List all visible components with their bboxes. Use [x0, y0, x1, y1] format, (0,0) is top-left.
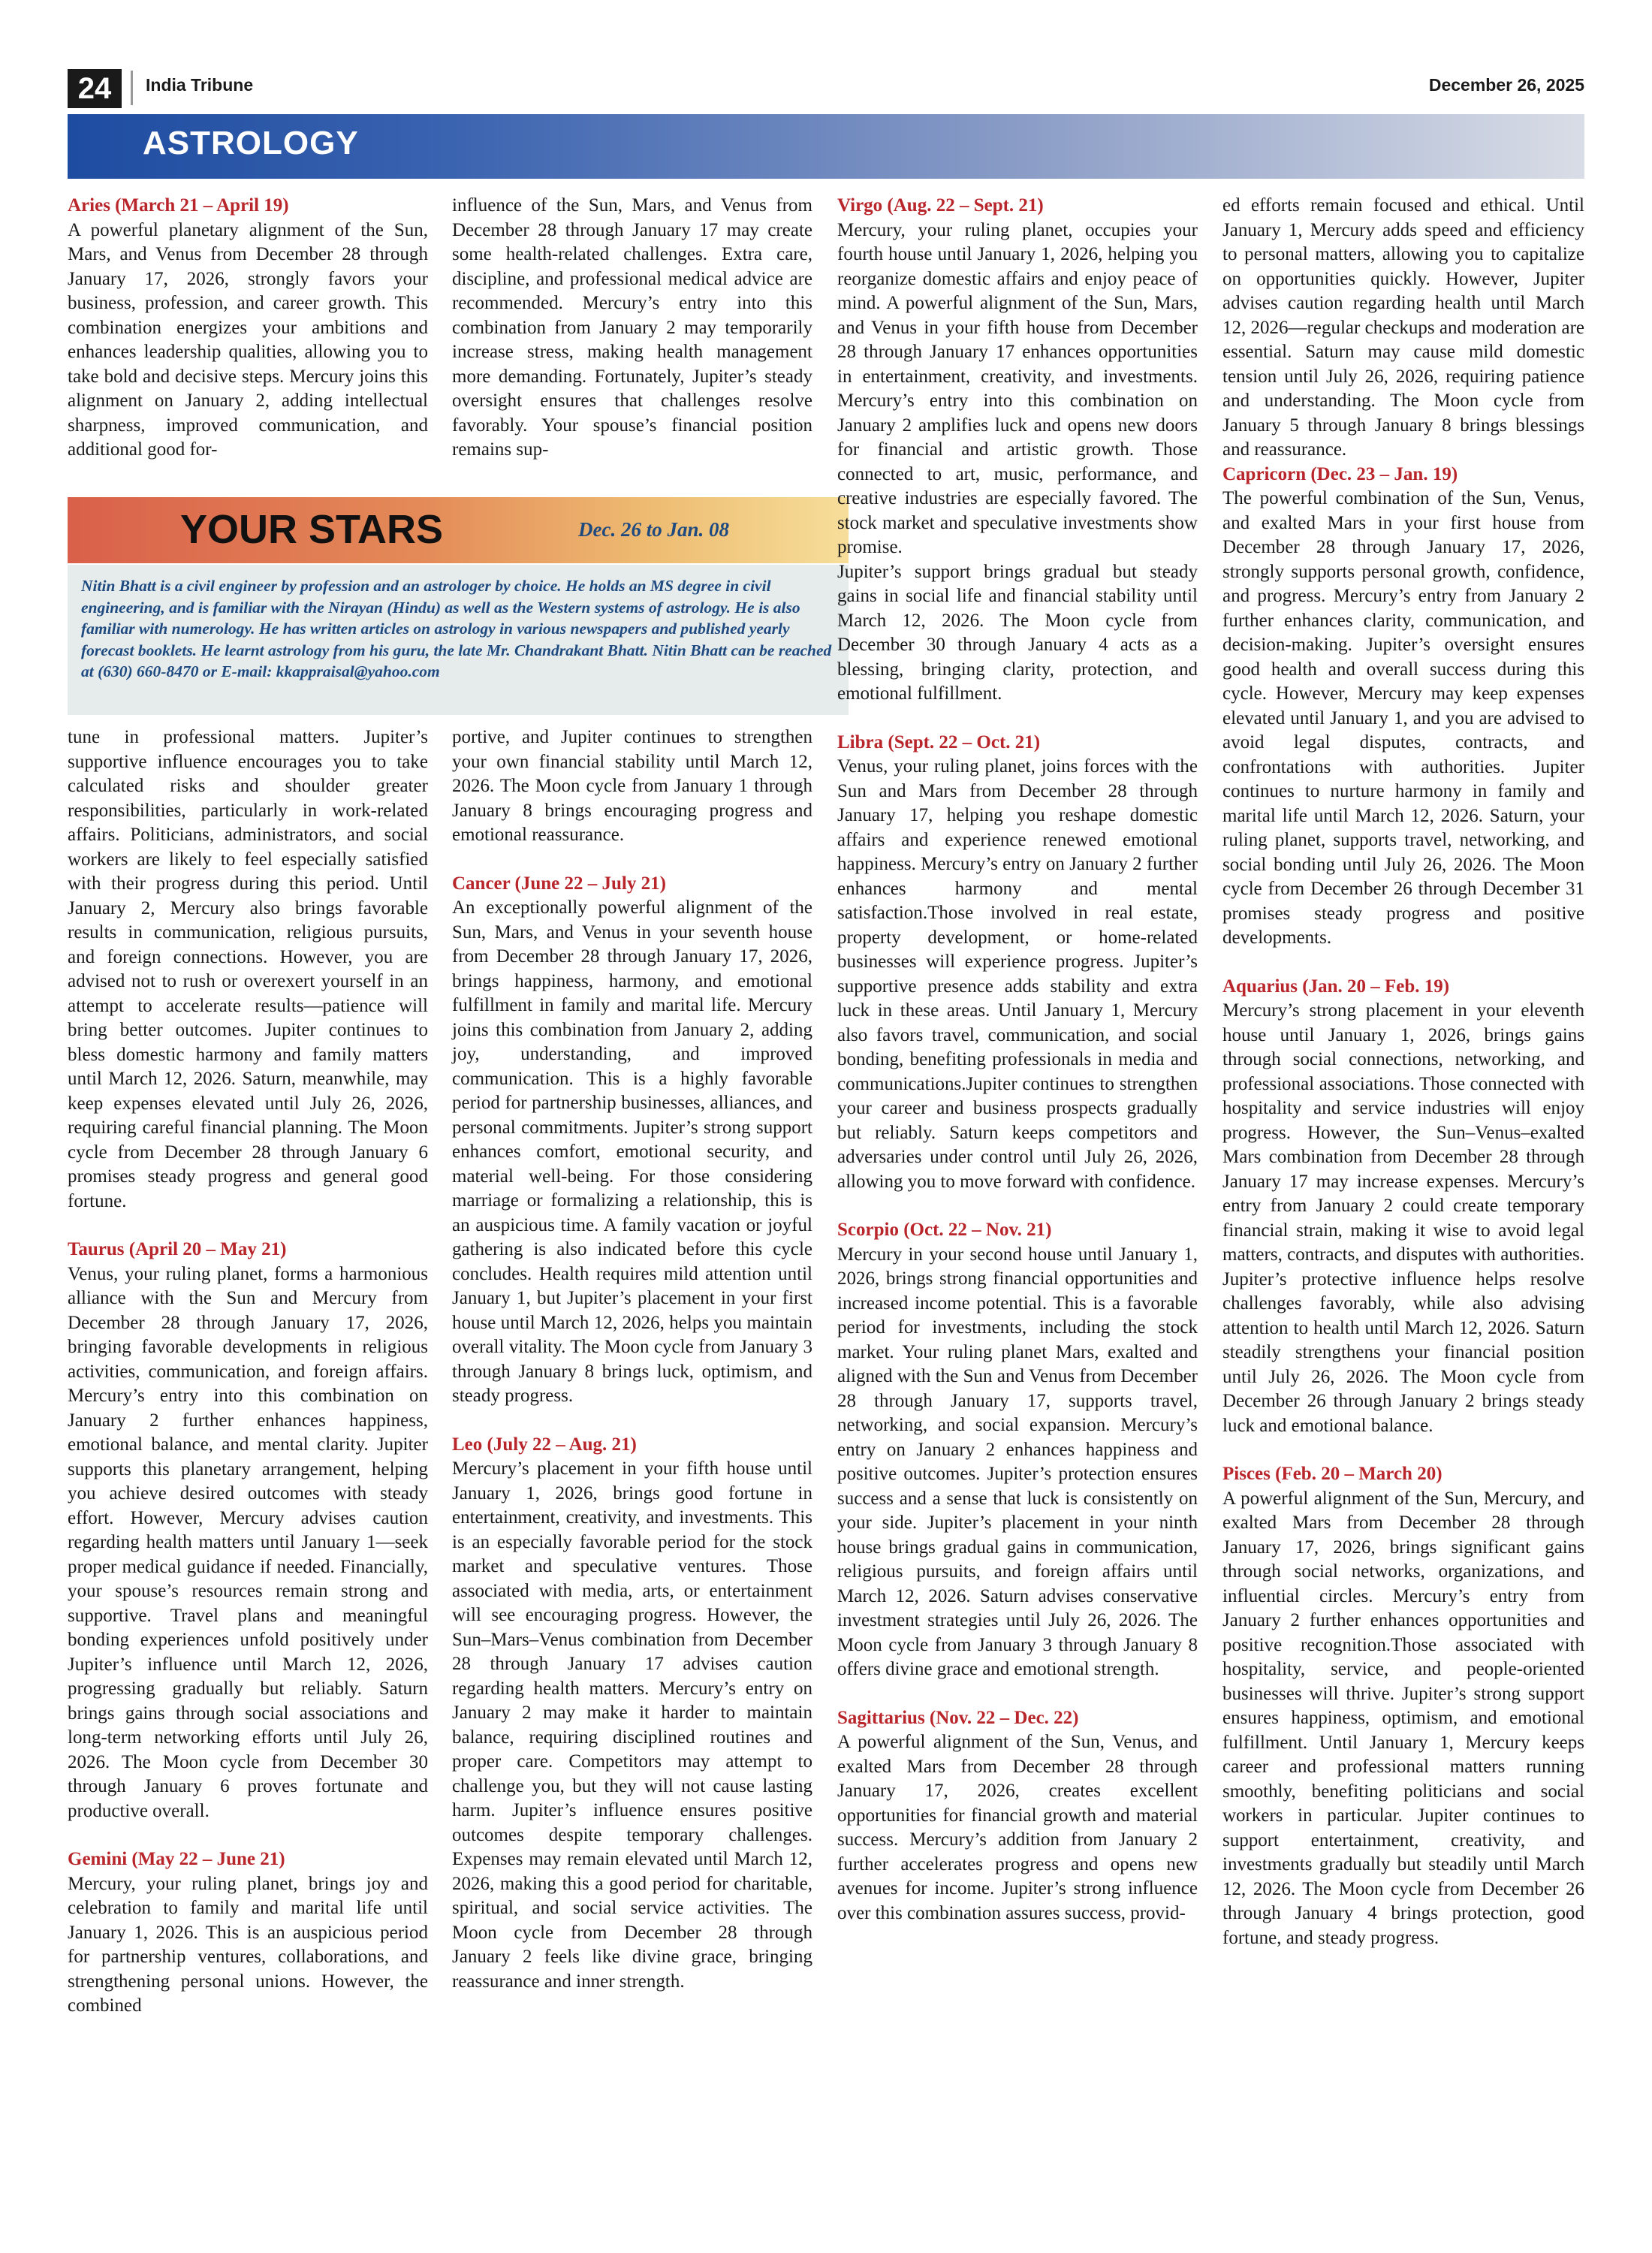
horoscope-text-pisces: A powerful alignment of the Sun, Mercury, and exalted Mars from December 28 through January 17, 2026, brings significant gains through social networks, organizations, and influential circles. Mercury’s entry from January 2 further enhances opportunities and positive recognition.Those associated with hospitality, service, and people-oriented businesses will thrive. Jupiter’s strong support ensures happiness, optimism, and emotional fulfillment. Until January 1, Mercury keeps career and professional matters running smoothly, benefiting politicians and social workers in particular. Jupiter continues to support entertainment, creativity, and investments gradually but steadily until March 12, 2026. The Moon cycle from December 26 through January 4 brings protection, good fortune, and steady progress.: [1222, 1488, 1584, 1948]
page-header: [68, 69, 1584, 108]
column-3: [837, 194, 1198, 1926]
sign-title-pisces: Pisces (Feb. 20 – March 20): [1222, 1464, 1442, 1484]
horoscope-text-taurus: Venus, your ruling planet, forms a harmonious alliance with the Sun and Mercury from December 28 through January 17, 2026, bringing favorable developments in religious activities, communication, and foreign affairs. Mercury’s entry into this combination on January 2 further enhances happiness, emotional balance, and mental clarity. Jupiter supports this planetary arrangement, helping you achieve desired outcomes with steady effort. However, Mercury advises caution regarding health matters until January 1—seek proper medical guidance if needed. Financially, your spouse’s resources remain strong and supportive. Travel plans and meaningful bonding experiences unfold positively under Jupiter’s influence until March 12, 2026, progressing gradually but reliably. Saturn brings gains through social associations and long-term networking efforts until July 26, 2026. The Moon cycle from December 30 through January 6 proves fortunate and productive overall.: [68, 1263, 428, 1821]
author-bio-box: [68, 565, 849, 715]
sign-title-capricorn: Capricorn (Dec. 23 – Jan. 19): [1222, 463, 1458, 484]
sign-title-taurus: Taurus (April 20 – May 21): [68, 1239, 287, 1259]
sign-title-cancer: Cancer (June 22 – July 21): [452, 873, 666, 894]
horoscope-text-aries-continued: tune in professional matters. Jupiter’s supportive influence encourages you to take calculated risks and shoulder greater responsibilities, particularly in work-related affairs. Politicians, administrators, and social workers are likely to feel especially satisfied with their progress during this period. Until January 2, Mercury also brings favorable results in communication, religious pursuits, and foreign connections. However, you are advised not to rush or overexert yourself in an attempt to accelerate results—patience will bring better outcomes. Jupiter continues to bless domestic harmony and family matters until March 12, 2026. Saturn, meanwhile, may keep expenses elevated until July 26, 2026, requiring careful financial planning. The Moon cycle from December 28 through January 6 promises steady progress and general good fortune.: [68, 727, 428, 1211]
horoscope-text-gemini-end: portive, and Jupiter continues to strengthen your own financial stability until March 12, 2026. The Moon cycle from January 1 through January 8 brings encouraging progress and emotional reassurance.: [452, 727, 812, 845]
horoscope-text-capricorn: The powerful combination of the Sun, Venus, and exalted Mars in your first house from December 28 through January 17, 2026, strongly supports personal growth, confidence, and progress. Mercury’s entry from January 2 further enhances clarity, communication, and decision-making. Jupiter’s oversight ensures good health and overall success during this cycle. However, Mercury may keep expenses elevated until January 1, and you are advised to avoid legal disputes, contracts, and confrontations with authorities. Jupiter continues to nurture harmony in family and marital life until March 12, 2026. Saturn, your ruling planet, supports travel, networking, and social bonding until July 26, 2026. The Moon cycle from December 26 through December 31 promises steady progress and positive developments.: [1222, 488, 1584, 948]
horoscope-text-aries: A powerful planetary alignment of the Sun, Mars, and Venus from December 28 through January 17, 2026, strongly favors your business, profession, and career growth. This combination energizes your ambitions and enhances leadership qualities, allowing you to take bold and decisive steps. Mercury joins this alignment on January 2, adding intellectual sharpness, improved communication, and additional good for-: [68, 219, 428, 460]
horoscope-text-gemini-continued: influence of the Sun, Mars, and Venus from December 28 through January 17 may create some health-related challenges. Extra care, discipline, and professional medical advice are recommended. Mercury’s entry into this combination from January 2 may temporarily increase stress, making health management more demanding. Fortunately, Jupiter’s steady oversight ensures that challenges resolve favorably. Your spouse’s financial position remains sup-: [452, 195, 812, 460]
horoscope-text-scorpio: Mercury in your second house until January 1, 2026, brings strong financial opportunities and increased income potential. This is a favorable period for investments, including the stock market. Your ruling planet Mars, exalted and aligned with the Sun and Venus from December 28 through January 17, supports travel, networking, and social expansion. Mercury’s entry on January 2 enhances happiness and positive outcomes. Jupiter’s protection ensures success and a sense that luck is consistently on your side. Jupiter’s placement in your ninth house brings gradual gains in communication, religious pursuits, and foreign affairs until March 12, 2026. Saturn advises conservative investment strategies until July 26, 2026. The Moon cycle from January 3 through January 8 offers divine grace and emotional strength.: [837, 1244, 1198, 1679]
horoscope-text-leo: Mercury’s placement in your fifth house until January 1, 2026, brings good fortune in entertainment, creativity, and investments. This is an especially favorable period for the stock market and speculative ventures. Those associated with media, arts, or entertainment will see encouraging progress. However, the Sun–Mars–Venus combination from December 28 through January 17 advises caution regarding health matters. Mercury’s entry on January 2 may make it harder to maintain balance, requiring disciplined routines and proper care. Competitors may attempt to challenge you, but they will not cause lasting harm. Jupiter’s influence ensures positive outcomes despite temporary challenges. Expenses may remain elevated until March 12, 2026, making this a good period for charitable, spiritual, and social service activities. The Moon cycle from December 28 through January 2 feels like divine grace, bringing reassurance and inner strength.: [452, 1458, 812, 1992]
horoscope-text-virgo: Mercury, your ruling planet, occupies your fourth house until January 1, 2026, helping you reorganize domestic affairs and enjoy peace of mind. A powerful alignment of the Sun, Mars, and Venus in your fifth house from December 28 through January 17 enhances opportunities in entertainment, creativity, and investments. Mercury’s entry into this combination on January 2 amplifies luck and opens new doors for financial and artistic growth. Those connected to art, music, performance, and creative industries are especially favored. The stock market and speculative investments show promise.: [837, 219, 1198, 557]
horoscope-text-cancer: An exceptionally powerful alignment of the Sun, Mars, and Venus in your seventh house from December 28 through January 17, 2026, brings happiness, harmony, and emotional fulfillment in family and marital life. Mercury joins this combination from January 2, adding joy, understanding, and improved communication. This is a highly favorable period for partnership businesses, alliances, and personal commitments. Jupiter’s strong support enhances comfort, emotional security, and material well-being. For those considering marriage or formalizing a relationship, this is an auspicious time. A family vacation or joyful gathering is also indicated before this cycle concludes. Health requires mild attention until January 1, but Jupiter’s placement in your first house until March 12, 2026, helps you maintain overall vitality. The Moon cycle from January 3 through January 8 brings luck, optimism, and steady progress.: [452, 897, 812, 1406]
column-1-bottom: [68, 725, 428, 2019]
section-title: ASTROLOGY: [143, 125, 359, 161]
sign-title-libra: Libra (Sept. 22 – Oct. 21): [837, 731, 1041, 753]
forecast-date-range: Dec. 26 to Jan. 08: [578, 518, 729, 541]
horoscope-text-sagittarius-continued: ed efforts remain focused and ethical. Until January 1, Mercury adds speed and efficiency to personal matters, allowing you to capitalize on opportunities quickly. However, Jupiter advises caution regarding health until March 12, 2026—regular checkups and moderation are essential. Saturn may cause mild domestic tension until July 26, 2026, requiring patience and understanding. The Moon cycle from January 5 through January 8 brings blessings and reassurance.: [1222, 195, 1584, 460]
sign-title-gemini: Gemini (May 22 – June 21): [68, 1849, 285, 1869]
sign-title-virgo: Virgo (Aug. 22 – Sept. 21): [837, 195, 1044, 216]
column-4: [1222, 194, 1584, 1950]
page-number: 24: [68, 69, 122, 108]
issue-date: December 26, 2025: [1428, 75, 1584, 95]
sign-title-scorpio: Scorpio (Oct. 22 – Nov. 21): [837, 1220, 1052, 1240]
your-stars-banner: [68, 497, 849, 563]
column-1-top: [68, 194, 428, 463]
horoscope-text-libra: Venus, your ruling planet, joins forces with the Sun and Mars from December 28 through January 17, helping you reshape domestic affairs and experience renewed emotional happiness. Mercury’s entry on January 2 further enhances harmony and mental satisfaction.Those involved in real estate, property development, or home-related businesses will experience progress. Jupiter’s supportive presence adds stability and extra luck in these areas. Until January 1, Mercury also favors travel, communication, and social bonding, benefiting professionals in media and communications.Jupiter continues to strengthen your career and business prospects gradually but reliably. Saturn keeps competitors and adversaries under control until July 26, 2026, allowing you to move forward with confidence.: [837, 756, 1198, 1192]
publication-name: India Tribune: [146, 75, 254, 95]
horoscope-text-gemini: Mercury, your ruling planet, brings joy and celebration to family and marital life until January 1, 2026. This is an auspicious period for partnership ventures, collaborations, and strengthening personal unions. However, the combined: [68, 1873, 428, 2016]
horoscope-text-virgo-2: Jupiter’s support brings gradual but steady gains in social life and financial stability until March 12, 2026. The Moon cycle from December 30 through January 4 acts as a blessing, bringing clarity, protection, and emotional fulfillment.: [837, 561, 1198, 704]
horoscope-text-sagittarius: A powerful alignment of the Sun, Venus, and exalted Mars from December 28 through January 17, 2026, creates excellent opportunities for financial growth and material success. Mercury’s addition from January 2 further accelerates progress and opens new avenues for income. Jupiter’s strong influence over this combination assures success, provid-: [837, 1732, 1198, 1923]
sign-title-aries: Aries (March 21 – April 19): [68, 195, 289, 216]
section-banner: [68, 114, 1584, 179]
your-stars-title: YOUR STARS: [180, 507, 444, 552]
author-bio: Nitin Bhatt is a civil engineer by profession and an astrologer by choice. He holds an MS degree in civil engineering, and is familiar with the Nirayan (Hindu) as well as the Western systems of astrology. He is also familiar with numerology. He has written articles on astrology in various newspapers and published yearly forecast booklets. He learnt astrology from his guru, the late Mr. Chandrakant Bhatt. Nitin Bhatt can be reached at (630) 660-8470 or E-mail: kkappraisal@yahoo.com: [81, 577, 832, 680]
sign-title-leo: Leo (July 22 – Aug. 21): [452, 1434, 637, 1455]
column-2-top: [452, 194, 812, 463]
horoscope-text-aquarius: Mercury’s strong placement in your eleventh house until January 1, 2026, brings gains through social connections, networking, and professional associations. Those connected with hospitality and service industries will enjoy progress. However, the Sun–Venus–exalted Mars combination from December 28 through January 17 may increase expenses. Mercury’s entry from January 2 could create temporary financial strain, making it wise to avoid legal matters, contracts, and disputes with authorities. Jupiter’s protective influence helps resolve challenges favorably, while also advising attention to health until March 12, 2026. Saturn steadily strengthens your financial position until July 26, 2026. The Moon cycle from December 26 through January 2 brings steady luck and emotional balance.: [1222, 1000, 1584, 1436]
header-divider: [131, 71, 133, 105]
sign-title-aquarius: Aquarius (Jan. 20 – Feb. 19): [1222, 976, 1450, 997]
column-2-bottom: [452, 725, 812, 1994]
sign-title-sagittarius: Sagittarius (Nov. 22 – Dec. 22): [837, 1707, 1079, 1728]
